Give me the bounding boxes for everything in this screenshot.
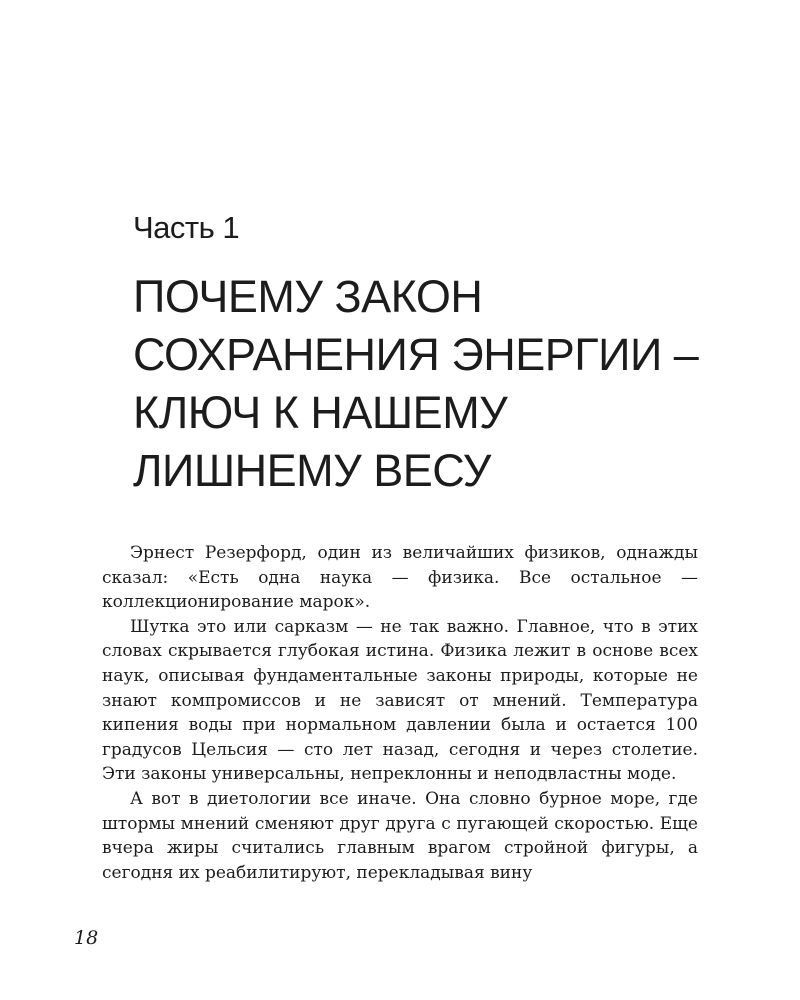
- chapter-title-line: ЛИШНЕМУ ВЕСУ: [133, 445, 491, 496]
- part-label: Часть 1: [133, 210, 240, 245]
- page-number: 18: [74, 927, 99, 949]
- paragraph: А вот в диетологии все иначе. Она словно бурное море, где штормы мнений сменяют друг друга с пугающей скоростью. Еще вчера жиры считались главным врагом стройной фигуры, а сегодня их реабилитируют, перекладывая вину: [102, 788, 698, 883]
- chapter-title-line: КЛЮЧ К НАШЕМУ: [133, 387, 508, 438]
- paragraph: Эрнест Резерфорд, один из величайших физиков, однажды сказал: «Есть одна наука — физика. Все остальное — коллекционирование марок».: [102, 543, 698, 613]
- body-text: [102, 541, 698, 885]
- chapter-title-line: ПОЧЕМУ ЗАКОН: [133, 271, 483, 322]
- chapter-title: [133, 268, 773, 500]
- paragraph: Шутка это или сарказм — не так важно. Главное, что в этих словах скрывается глубокая истина. Физика лежит в основе всех наук, описывая фундаментальные законы природы, которые не знают компромиссов и не зависят от мнений. Температура кипения воды при нормальном давлении была и остается 100 градусов Цельсия — сто лет назад, сегодня и через столетие. Эти законы универсальны, непреклонны и неподвластны моде.: [102, 616, 698, 785]
- chapter-title-line: СОХРАНЕНИЯ ЭНЕРГИИ –: [133, 329, 699, 380]
